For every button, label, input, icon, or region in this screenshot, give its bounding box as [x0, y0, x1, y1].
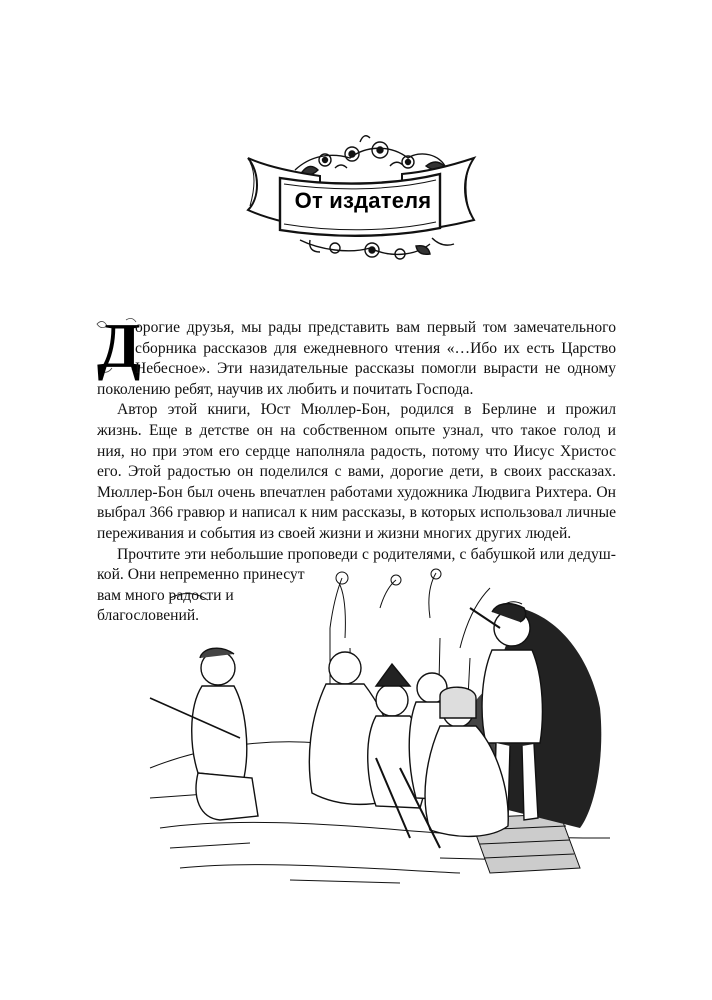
page-title: От издателя	[294, 188, 432, 213]
flower-garland-top	[295, 136, 446, 175]
kneeling-child-left	[150, 648, 258, 820]
text-line: благословений.	[97, 607, 200, 625]
text-line: Мюллер-Бон был очень впечатлен работами художника Людвига Рихтера. Он	[97, 483, 616, 501]
paragraph-2	[97, 400, 616, 544]
text-line: переживания и события из своей жизни и жизни многих других людей.	[97, 524, 572, 542]
flower-garland-bottom	[300, 238, 454, 259]
text-line: Автор этой книги, Юст Мюллер-Бон, родился в Берлине и прожил	[117, 401, 616, 419]
text-line: Прочтите эти небольшие проповеди с родителями, с бабушкой или дедуш-	[117, 545, 616, 563]
seated-children-group	[309, 652, 508, 848]
text-line: Небесное». Эти назидательные рассказы помогли вырасти не одному	[135, 360, 616, 378]
text-line: кой. Они непременно принесут	[97, 566, 305, 584]
text-line: ния, но при этом его сердце наполняла радость, потому что Иисус Христос	[97, 442, 616, 460]
text-line: сборника рассказов для ежедневного чтения «…Ибо их есть Царство	[135, 339, 616, 357]
text-line: орогие друзья, мы рады представить вам первый том замечательного	[135, 319, 616, 336]
text-line: поколению ребят, научив их любить и почитать Господа.	[97, 380, 474, 398]
text-line: вам много радости и	[97, 586, 234, 604]
paragraph-1	[97, 310, 616, 400]
text-line: его. Этой радостью он поделился с вами, дорогие дети, в своих рассказах.	[97, 463, 616, 481]
drop-cap: Д	[97, 310, 142, 381]
engraving-illustration	[140, 568, 612, 898]
text-line: жизнь. Еще в детстве он на собственном опыте узнал, что такое голод и	[97, 421, 616, 439]
text-line: выбрал 366 гравюр и написал к ним рассказы, в которых использовал личные	[97, 504, 616, 522]
